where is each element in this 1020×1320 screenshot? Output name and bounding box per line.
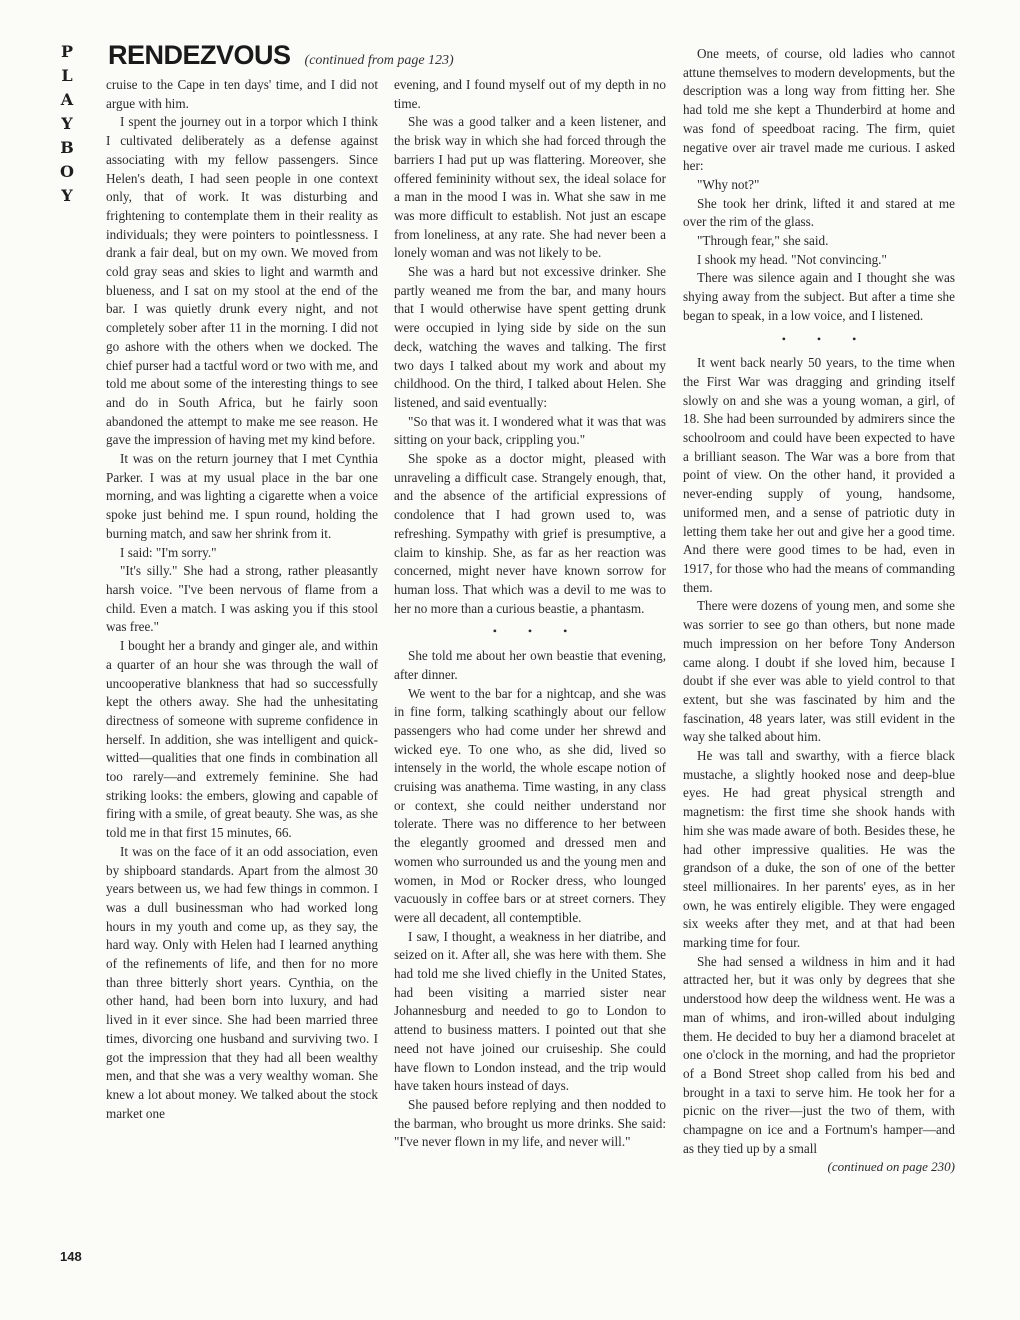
paragraph: evening, and I found myself out of my depth in no time.: [394, 77, 666, 111]
paragraph: It was on the return journey that I met Cynthia Parker. I was at my usual place in the bar one morning, and was lighting a cigarette when a voice spoke just behind me. I spun round, holding the burning match, and saw her shrink from it.: [106, 451, 378, 541]
paragraph: She was a hard but not excessive drinker. She partly weaned me from the bar, and many hours that I would otherwise have spent getting drunk were occupied in lying side by side on the sun deck, watching the waves and talking. The first two days I talked about my work and about my childhood. On the third, I talked about Helen. She listened, and said eventually:: [394, 264, 666, 410]
paragraph: She had sensed a wildness in him and it had attracted her, but it was only by degrees that she understood how deep the wildness went. He was a man of whims, and iron-willed about indulging them. He decided to buy her a diamond bracelet at one o'clock in the morning, and had the proprietor of a Bond Street shop called from his bed and brought in a taxi to serve him. He took her for a picnic on the river—just the two of them, with champagne on ice and a Fortnum's hamper—and as they tied up by a small: [683, 953, 955, 1156]
paragraph: There was silence again and I thought she was shying away from the subject. But after a time she began to speak, in a low voice, and I listened.: [683, 270, 955, 323]
section-break: • • •: [492, 624, 582, 639]
paragraph: I said: "I'm sorry.": [120, 544, 217, 560]
paragraph: He was tall and swarthy, with a fierce black mustache, a slightly hooked nose and deep-blue eyes. He had great physical strength and magnetism: the first time she shook hands with him she was made aware of both. Besides these, he had other impressive qualities. He was the grandson of a duke, the son of one of the better steel millionaires. In her parents' eyes, as in her own, he was entirely eligible. They were engaged six weeks after they met, and at that had been marking time for four.: [683, 748, 955, 951]
paragraph: "So that was it. I wondered what it was that was sitting on your back, crippling you.": [394, 413, 666, 448]
paragraph: I bought her a brandy and ginger ale, and within a quarter of an hour she was through the wall of uncooperative blankness that had so successfully kept the others away. She had the unhesitating directness of someone with supreme confidence in herself. In addition, she was intelligent and quick-witted—qualities that one finds in combination all too rarely—and extremely feminine. She had striking looks: the embers, glowing and capable of firing with a smile, of great beauty. She was, as she told me in that first 15 minutes, 66.: [106, 638, 378, 841]
masthead-letter: L: [61, 66, 73, 85]
paragraph: She took her drink, lifted it and stared at me over the rim of the glass.: [683, 195, 955, 230]
continued-from-note: (continued from page 123): [304, 53, 454, 68]
masthead-letter: A: [60, 90, 74, 109]
paragraph: "It's silly." She had a strong, rather pleasantly harsh voice. "I've been nervous of flame from a child. Even a match. I was asking you if this stool was free.": [106, 563, 378, 635]
paragraph: It was on the face of it an odd association, even by shipboard standards. Apart from the almost 30 years between us, we had few things in common. I was a dull businessman who had worked long hours in my youth and come up, as they say, the hard way. Only with Helen had I learned anything of the refinements of life, and then for no more than three bitterly short years. Cynthia, on the other hand, had been born into luxury, and had lived in it ever since. She had been married three times, divorcing one husband and surviving two. I got the impression that they had all been wealthy men, and that she was a very wealthy woman. She knew a lot about money. We talked about the stock market one: [106, 843, 378, 1121]
masthead-letter: P: [60, 42, 74, 61]
article-title: RENDEZVOUS: [108, 40, 291, 70]
playboy-masthead: [55, 40, 79, 208]
paragraph: "Why not?": [697, 176, 760, 192]
paragraph: It went back nearly 50 years, to the time when the First War was dragging and grinding itself slowly on and she was a young woman, a girl, of 18. She had been surrounded by admirers since the schoolroom and could have been expected to have a brilliant season. The War was a bore from that point of view. On the other hand, it provided a never-ending supply of young, handsome, uniformed men, and a sense of patriotic duty in letting them take her out and give her a good time. And there were good times to be had, even in 1917, for those who had the means of commanding them.: [683, 355, 955, 595]
paragraph: She was a good talker and a keen listener, and the brisk way in which she had forced through the barriers I had put up was flattering. Moreover, she offered femininity without sex, the ideal solace for a man in the mood I was in. What she saw in me was more difficult to establish. Not just an escape from loneliness, at any rate. She had never been a lonely woman and was not likely to be.: [394, 114, 666, 261]
text-column-2: [394, 76, 666, 1152]
paragraph: I shook my head. "Not convincing.": [697, 251, 887, 267]
text-column-3: [683, 45, 955, 1177]
paragraph: I saw, I thought, a weakness in her diatribe, and seized on it. After all, she was here with them. She had told me she lived chiefly in the United States, had been visiting a married sister near Johannesburg and needed to go to London to attend to business matters. I pointed out that she need not have joined our cruiseship. She could have flown to London instead, and the trip would have taken hours instead of days.: [394, 928, 666, 1094]
continued-on-note: (continued on page 230): [827, 1159, 955, 1175]
paragraph: One meets, of course, old ladies who cannot attune themselves to modern developments, but the description was a long way from fitting her. She had told me she kept a Thunderbird at home and was fond of speedboat racing. The firm, quiet negative over air travel made me curious. I asked her:: [683, 46, 955, 174]
masthead-letter: Y: [61, 186, 73, 205]
paragraph: She spoke as a doctor might, pleased with unraveling a difficult case. Strangely enough, that, and the absence of the artificial expressions of condolence that I had grown used to, was refreshing. Sympathy with grief is presumptive, a claim to kinship. She, as far as her reaction was concerned, might never have known sorrow for human loss. That which was a devil to me was to her no more than a curious beastie, a phantasm.: [394, 451, 666, 616]
paragraph: There were dozens of young men, and some she was sorrier to see go than others, but none made much impression on her before Tony Anderson came along. I doubt if she loved him, because I doubt if she ever was able to yield control to that extent, but she was fascinated by him and the fascination, 48 years later, was still evident in the way she talked about him.: [683, 598, 955, 745]
paragraph: She told me about her own beastie that evening, after dinner.: [394, 648, 666, 682]
masthead-letter: B: [60, 138, 74, 157]
article-header: [108, 40, 454, 71]
paragraph: I spent the journey out in a torpor which I think I cultivated deliberately as a defense against associating with my fellow passengers. Since Helen's death, I had seen people in one context only, that of work. It was disturbing and frightening to contemplate them in their reality as individuals; they were pointers to pointlessness. I drank a fair deal, but on my own. We moved from cold gray seas and skies to light and warmth and blueness, and I sat on my stool at the end of the bar. I was quietly drunk every night, and not completely sober after 11 in the morning. I did not go ashore with the others when we docked. The chief purser had a tactful word or two with me, and told me about some of the interesting things to see and do in South Africa, but he fairly soon abandoned the attempt to make me see reason. He gave the impression of having met my kind before.: [106, 114, 378, 448]
paragraph: cruise to the Cape in ten days' time, and I did not argue with him.: [106, 77, 378, 111]
masthead-letter: Y: [61, 114, 73, 133]
section-break: • • •: [781, 331, 871, 346]
paragraph: She paused before replying and then nodded to the barman, who brought us more drinks. She said: "I've never flown in my life, and never will.": [394, 1096, 666, 1150]
paragraph: "Through fear," she said.: [697, 233, 829, 249]
text-column-1: [106, 76, 378, 1123]
paragraph: We went to the bar for a nightcap, and she was in fine form, talking scathingly about our fellow passengers who had come under her shrewd and wicked eye. To one who, as she did, lived so intensely in the world, the whole escape notion of cruising was anathema. Time wasting, in any class or context, she could neither understand nor tolerate. There was no difference to her between the elegantly groomed and dressed men and women who surrounded us and the young men and women, in Mod or Rocker dress, who lounged vacuously in coffee bars or at street corners. They were all decadent, all contemptible.: [394, 685, 666, 925]
masthead-letter: O: [60, 162, 74, 181]
page-number: 148: [60, 1249, 82, 1264]
